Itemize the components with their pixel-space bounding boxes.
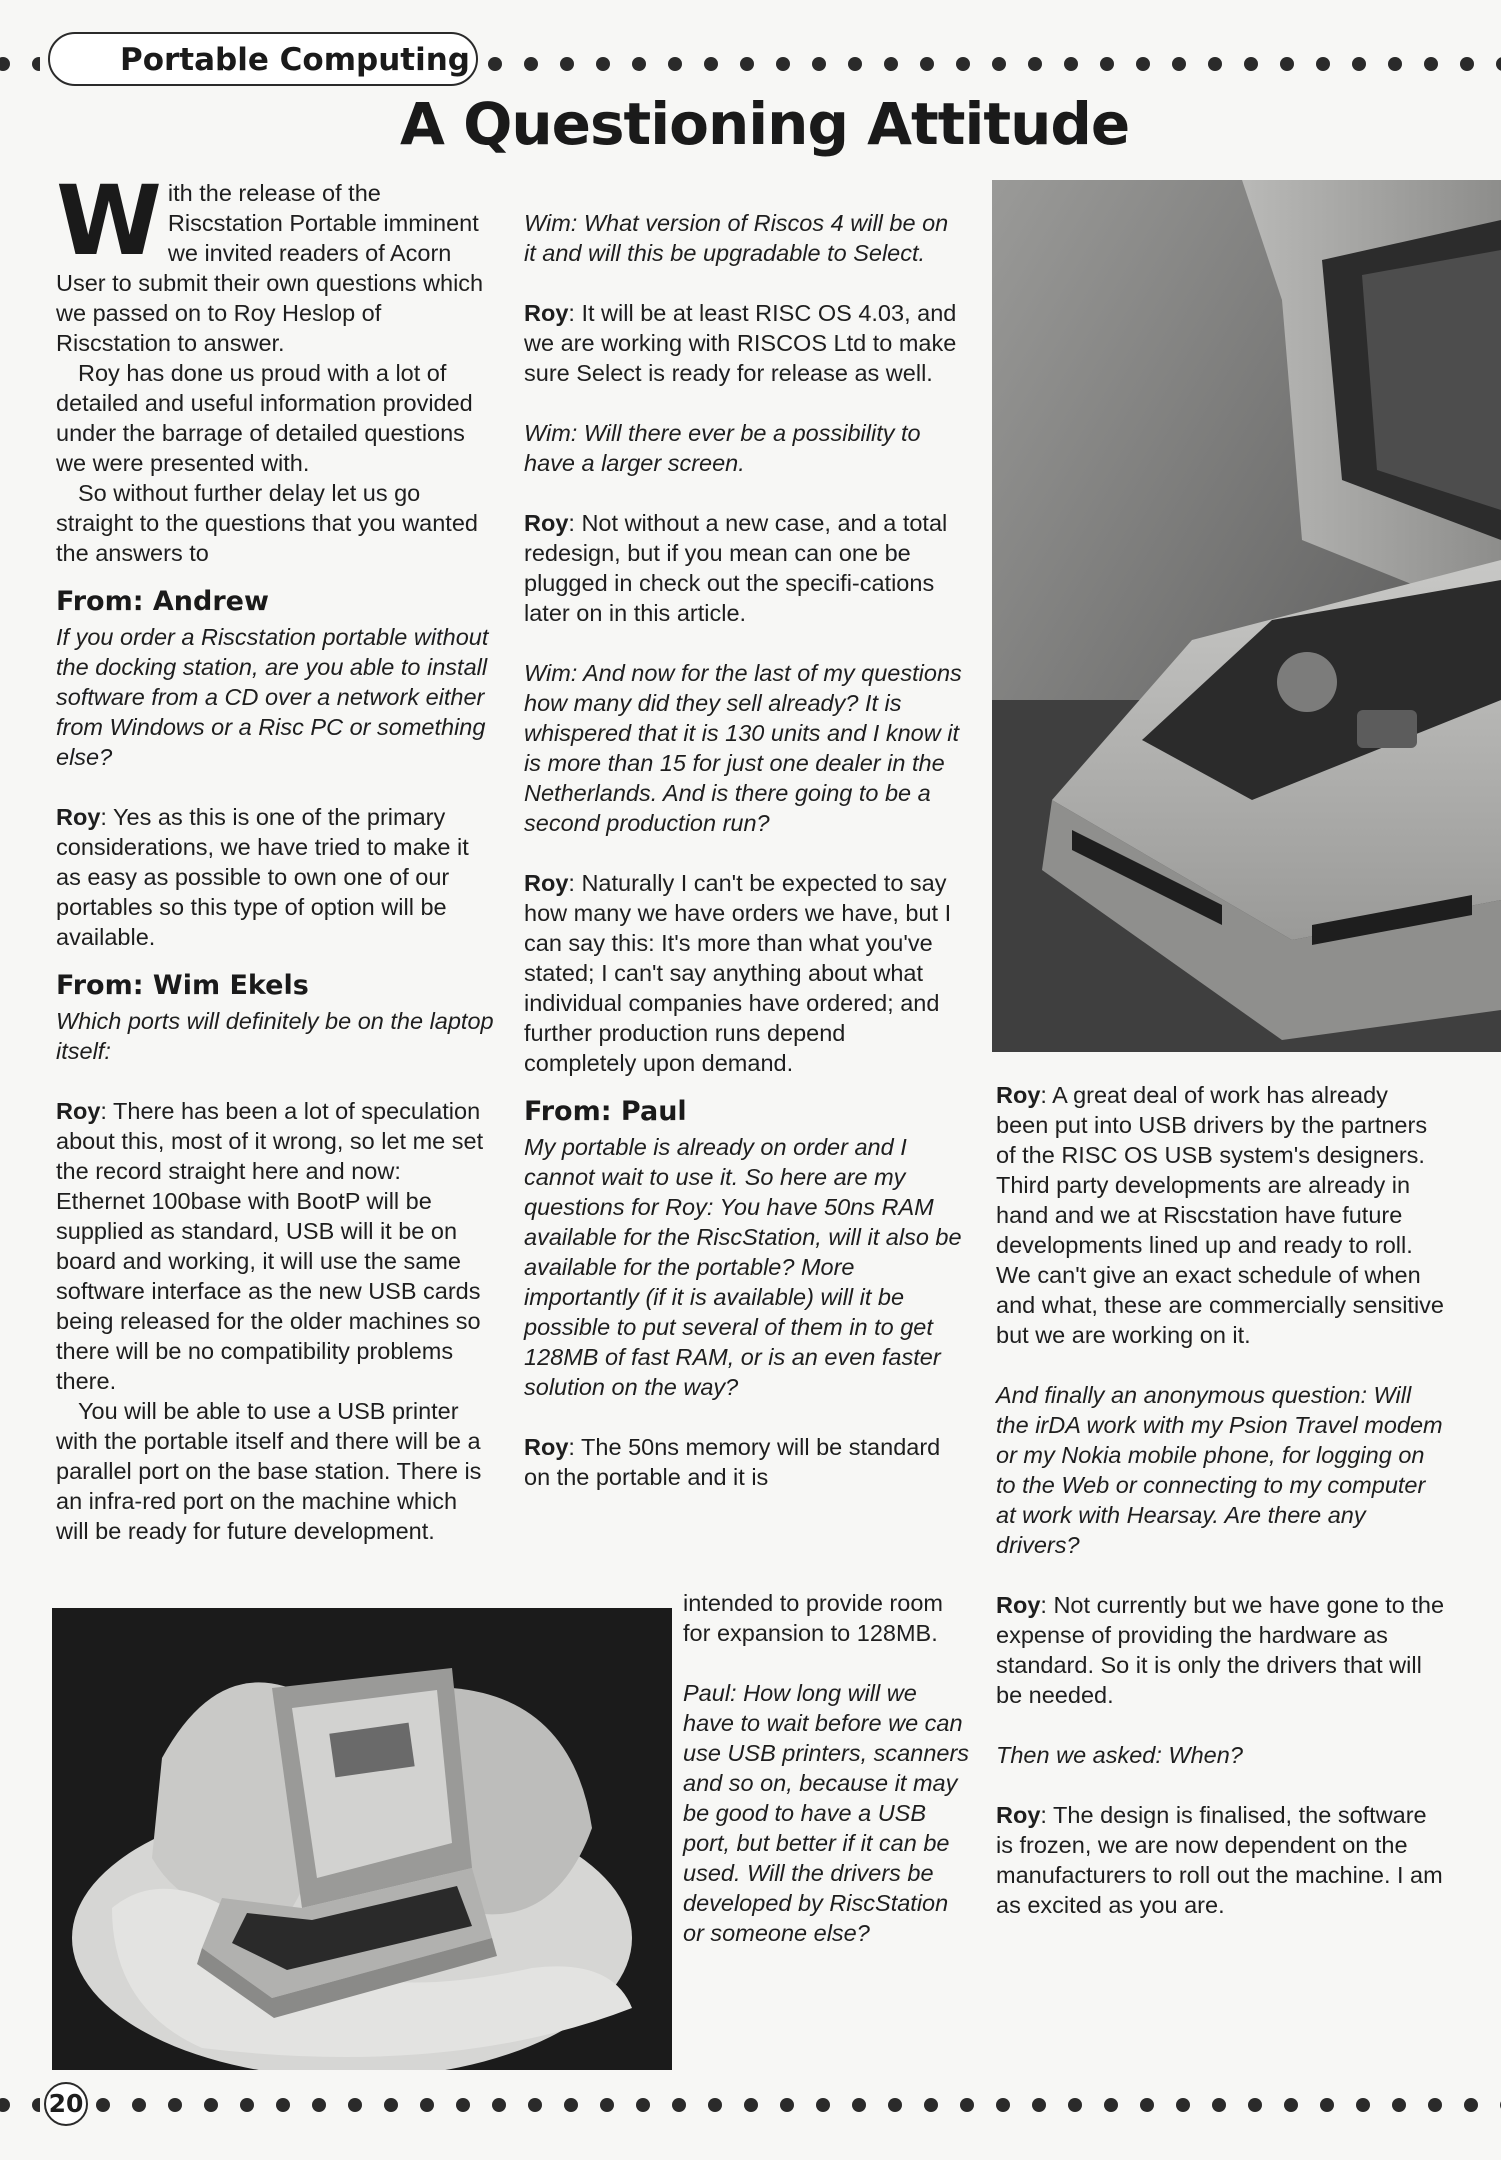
rule-dot (1068, 2098, 1082, 2112)
rule-dot (1392, 2098, 1406, 2112)
answer-paul-usb: Roy: A great deal of work has already been put into USB drivers by the partners of the RISC OS USB system's designers. Third party developments are already in hand and we at Riscstation have future developments lined up and ready to roll. We can't give an exact schedule of when and what, these are commercially sensitive but we are working on it. (996, 1082, 1445, 1348)
question-anonymous-irda: And finally an anonymous question: Will the irDA work with my Psion Travel modem or my Nokia mobile phone, for logging on to the Web or connecting to my computer at work with Hearsay. Are there any drivers? (996, 1382, 1443, 1558)
article-title: A Questioning Attitude (400, 90, 1130, 158)
rule-dot (456, 2098, 470, 2112)
answer-wim-riscos: Roy: It will be at least RISC OS 4.03, and we are working with RISCOS Ltd to make sure Select is ready for release as well. (524, 300, 957, 386)
rule-dot (1140, 2098, 1154, 2112)
rule-dot (744, 2098, 758, 2112)
column-2-lower (683, 1588, 973, 1948)
laptop-closeup-image (992, 180, 1501, 1052)
question-paul-usb: Paul: How long will we have to wait before we can use USB printers, scanners and so on, because it may be good to have a USB port, but better if it can be used. Will the drivers be developed by RiscStation or someone else? (683, 1680, 970, 1946)
rule-dot (924, 2098, 938, 2112)
rule-dot (740, 57, 754, 71)
rule-dot (996, 2098, 1010, 2112)
rule-dot (632, 57, 646, 71)
rule-dot (668, 57, 682, 71)
rule-dot (492, 2098, 506, 2112)
answer-when: Roy: The design is finalised, the software is frozen, we are now dependent on the manufacturers to roll out the machine. I am as excited as you are. (996, 1802, 1443, 1918)
bottom-dot-rule (96, 2098, 1501, 2112)
laptop-closeup-photo (992, 180, 1501, 1052)
rule-dot (812, 57, 826, 71)
rule-dot (488, 57, 502, 71)
rule-dot (776, 57, 790, 71)
heading-from-paul: From: Paul (524, 1096, 687, 1127)
laptop-beanbag-image (52, 1608, 672, 2070)
rule-dot (884, 57, 898, 71)
rule-dot (132, 2098, 146, 2112)
rule-dot (956, 57, 970, 71)
rule-dot (1032, 2098, 1046, 2112)
rule-dot (960, 2098, 974, 2112)
answer-paul-ram: Roy: The 50ns memory will be standard on the portable and it is (524, 1434, 941, 1490)
rule-dot (560, 57, 574, 71)
rule-dot (312, 2098, 326, 2112)
rule-dot (1316, 57, 1330, 71)
rule-dot (1100, 57, 1114, 71)
section-label-pill (48, 32, 478, 86)
top-dot-rule-left (0, 57, 40, 71)
rule-dot (528, 2098, 542, 2112)
answer-anonymous-irda: Roy: Not currently but we have gone to the expense of providing the hardware as standard. So it is only the drivers that will be needed. (996, 1592, 1445, 1708)
rule-dot (524, 57, 538, 71)
heading-from-andrew: From: Andrew (56, 586, 269, 617)
bottom-dot-rule-left (0, 2098, 40, 2112)
column-3 (996, 1080, 1446, 1920)
rule-dot (420, 2098, 434, 2112)
rule-dot (1172, 57, 1186, 71)
rule-dot (992, 57, 1006, 71)
heading-from-wim: From: Wim Ekels (56, 970, 309, 1001)
question-wim-riscos: Wim: What version of Riscos 4 will be on it and will this be upgradable to Select. (524, 210, 949, 266)
question-andrew: If you order a Riscstation portable without the docking station, are you able to install software from a CD over a network either from Windows or a Risc PC or something else? (56, 624, 489, 770)
answer-wim-ports: Roy: There has been a lot of speculation about this, most of it wrong, so let me set the record straight here and now: Ethernet 100base with BootP will be supplied as standard, USB will it be on board and working, it will use the same software interface as the new USB cards being released for the older machines so there will be no compatibility problems there. (56, 1098, 484, 1394)
rule-dot (96, 2098, 110, 2112)
answer-wim-sales: Roy: Naturally I can't be expected to say how many we have orders we have, but I can say this: It's more than what you've stated; I can't say anything about what individual companies have ordered; and further production runs depend completely upon demand. (524, 870, 952, 1076)
rule-dot (1284, 2098, 1298, 2112)
rule-dot (1176, 2098, 1190, 2112)
rule-dot (204, 2098, 218, 2112)
rule-dot (1428, 2098, 1442, 2112)
rule-dot (600, 2098, 614, 2112)
rule-dot (636, 2098, 650, 2112)
rule-dot (276, 2098, 290, 2112)
rule-dot (1356, 2098, 1370, 2112)
page-number: 20 (44, 2082, 88, 2126)
rule-dot (1352, 57, 1366, 71)
question-wim-ports: Which ports will definitely be on the laptop itself: (56, 1008, 494, 1064)
rule-dot (1248, 2098, 1262, 2112)
question-when: Then we asked: When? (996, 1742, 1243, 1768)
rule-dot (1280, 57, 1294, 71)
rule-dot (708, 2098, 722, 2112)
rule-dot (672, 2098, 686, 2112)
answer-andrew: Roy: Yes as this is one of the primary considerations, we have tried to make it as easy as possible to own one of our portables so this type of option will be available. (56, 804, 469, 950)
rule-dot (596, 57, 610, 71)
rule-dot (816, 2098, 830, 2112)
rule-dot (384, 2098, 398, 2112)
answer-paul-ram-cont: intended to provide room for expansion to 128MB. (683, 1590, 943, 1646)
rule-dot (888, 2098, 902, 2112)
rule-dot (1028, 57, 1042, 71)
rule-dot (1464, 2098, 1478, 2112)
rule-dot (1496, 57, 1501, 71)
question-wim-screen: Wim: Will there ever be a possibility to have a larger screen. (524, 420, 921, 476)
rule-dot (1320, 2098, 1334, 2112)
rule-dot (852, 2098, 866, 2112)
rule-dot (348, 2098, 362, 2112)
laptop-beanbag-photo (52, 1608, 672, 2070)
rule-dot (240, 2098, 254, 2112)
question-paul-ram: My portable is already on order and I cannot wait to use it. So here are my questions for Roy: You have 50ns RAM available for the RiscStation, will it also be available for the portable? More importantly (if it is available) will it be possible to put several of them in to get 128MB of fast RAM, or is an even faster solution on the way? (524, 1134, 962, 1400)
question-wim-sales: Wim: And now for the last of my questions how many did they sell already? It is whispered that it is 130 units and I know it is more than 15 for just one dealer in the Netherlands. And is there going to be a second production run? (524, 660, 962, 836)
column-1 (56, 165, 496, 1546)
top-dot-rule (488, 57, 1501, 71)
rule-dot (168, 2098, 182, 2112)
rule-dot (564, 2098, 578, 2112)
rule-dot (1104, 2098, 1118, 2112)
answer-wim-ports-2: You will be able to use a USB printer with the portable itself and there will be a parallel port on the base station. There is an infra-red port on the machine which will be ready for future development. (56, 1398, 482, 1544)
rule-dot (1212, 2098, 1226, 2112)
rule-dot (704, 57, 718, 71)
rule-dot (1460, 57, 1474, 71)
rule-dot (1244, 57, 1258, 71)
rule-dot (1388, 57, 1402, 71)
rule-dot (920, 57, 934, 71)
rule-dot (1208, 57, 1222, 71)
rule-dot (780, 2098, 794, 2112)
column-2 (524, 208, 964, 1492)
rule-dot (1424, 57, 1438, 71)
intro-paragraph: With the release of the Riscstation Portable imminent we invited readers of Acorn User to submit their own questions which we passed on to Roy Heslop of Riscstation to answer. (56, 165, 484, 356)
intro-paragraph-2: Roy has done us proud with a lot of detailed and useful information provided under the barrage of detailed questions we were presented with. (56, 360, 473, 476)
drop-cap: W (56, 165, 162, 277)
rule-dot (1064, 57, 1078, 71)
rule-dot (848, 57, 862, 71)
section-label: Portable Computing (120, 42, 470, 78)
answer-wim-screen: Roy: Not without a new case, and a total redesign, but if you mean can one be plugged in check out the specifi-cations later on in this article. (524, 510, 948, 626)
rule-dot (1136, 57, 1150, 71)
intro-paragraph-3: So without further delay let us go straight to the questions that you wanted the answers to (56, 480, 478, 566)
